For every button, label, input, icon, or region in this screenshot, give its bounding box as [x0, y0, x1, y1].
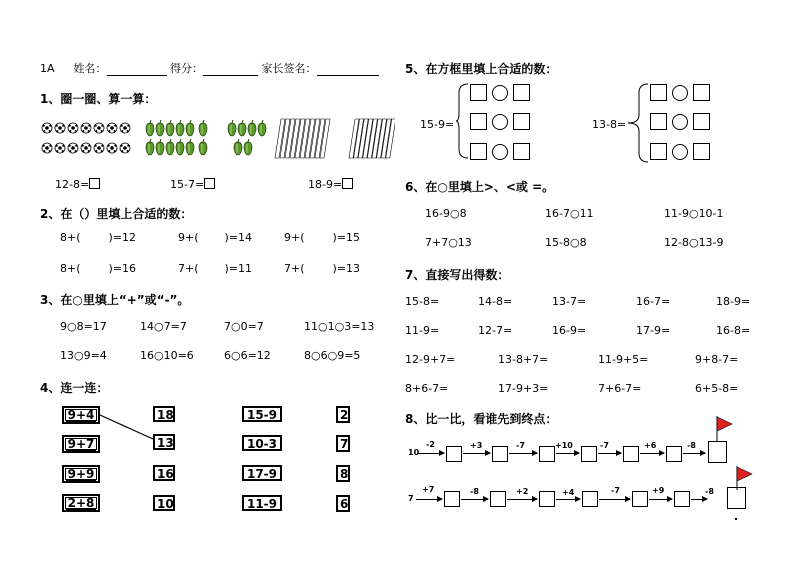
q5-eq-2: 13-8= [592, 118, 627, 131]
op-label: -2 [426, 440, 435, 449]
q6-item: 11-9○10-1 [664, 207, 724, 220]
q6-item: 15-8○8 [545, 236, 587, 249]
match-card-mid[interactable]: 10 [153, 495, 175, 511]
answer-box[interactable] [623, 446, 639, 462]
start-number: 10 [408, 448, 420, 457]
q3-item: 11○1○3=13 [304, 320, 375, 333]
q3-item: 8○6○9=5 [304, 349, 361, 362]
answer-box[interactable] [470, 143, 487, 160]
match-card-right[interactable]: 11-9 [242, 495, 282, 511]
op-label: +3 [470, 441, 483, 450]
score-label: 得分： [170, 62, 204, 75]
q7-item: 11-9= [405, 324, 440, 337]
arrow [507, 499, 537, 500]
red-flag-icon [714, 415, 736, 443]
answer-box[interactable] [693, 113, 710, 130]
answer-box[interactable] [693, 143, 710, 160]
op-label: +4 [562, 488, 575, 497]
op-circle[interactable] [492, 85, 508, 101]
q7-item: 16-7= [636, 295, 671, 308]
match-card-far[interactable]: 7 [336, 435, 350, 452]
q7-item: 16-9= [552, 324, 587, 337]
answer-box[interactable] [539, 491, 555, 507]
q6-item: 7+7○13 [425, 236, 472, 249]
answer-box[interactable] [513, 143, 530, 160]
answer-box[interactable] [444, 491, 460, 507]
q3-item: 9○8=17 [60, 320, 107, 333]
dot-mark [735, 518, 737, 520]
q6-item: 16-7○11 [545, 207, 594, 220]
answer-box[interactable] [632, 491, 648, 507]
answer-box[interactable] [650, 143, 667, 160]
match-card-far[interactable]: 8 [336, 465, 350, 482]
q5-eq-1: 15-9= [420, 118, 455, 131]
q7-item: 11-9+5= [598, 353, 649, 366]
q3-item: 6○6=12 [224, 349, 271, 362]
q6-item: 16-9○8 [425, 207, 467, 220]
arrow [649, 499, 672, 500]
q7-item: 13-8+7= [498, 353, 549, 366]
match-card-mid[interactable]: 13 [153, 434, 175, 450]
answer-box[interactable] [650, 113, 667, 130]
sign-label: 家长签名： [261, 62, 317, 75]
q7-title: 7、直接写出得数： [405, 268, 510, 282]
q5-row [650, 143, 710, 164]
answer-box[interactable] [470, 113, 487, 130]
op-label: -8 [687, 441, 696, 450]
q2-item: 7+( )=11 [178, 262, 253, 275]
match-card-left[interactable]: 9+7 [62, 435, 100, 453]
q7-item: 16-8= [716, 324, 751, 337]
q7-item: 17-9+3= [498, 382, 549, 395]
q1-eq-3: 18-9= [308, 178, 353, 191]
start-number: 7 [408, 494, 414, 503]
q7-item: 13-7= [552, 295, 587, 308]
q7-item: 8+6-7= [405, 382, 449, 395]
arrow [691, 499, 707, 500]
op-label: +7 [422, 485, 435, 494]
answer-box[interactable] [693, 84, 710, 101]
q5-row [650, 113, 710, 134]
q7-item: 12-7= [478, 324, 513, 337]
q5-title: 5、在方框里填上合适的数： [405, 62, 558, 76]
arrow [463, 453, 490, 454]
q7-item: 17-9= [636, 324, 671, 337]
match-card-mid[interactable]: 18 [153, 406, 175, 422]
answer-box[interactable] [539, 446, 555, 462]
q5-row [470, 84, 530, 105]
op-label: -7 [611, 486, 620, 495]
op-label: -8 [470, 487, 479, 496]
op-label: -7 [600, 441, 609, 450]
arrow [683, 453, 705, 454]
finish-box[interactable] [708, 441, 727, 463]
match-card-far[interactable]: 6 [336, 495, 350, 512]
q4-title: 4、连一连： [40, 381, 109, 395]
q2-item: 7+( )=13 [284, 262, 361, 275]
q7-item: 7+6-7= [598, 382, 642, 395]
arrow [418, 453, 444, 454]
answer-box[interactable] [513, 113, 530, 130]
op-label: +10 [555, 441, 573, 450]
q2-item: 9+( )=14 [178, 231, 253, 244]
arrow [461, 499, 488, 500]
q3-title: 3、在○里填上“+”或“-”。 [40, 293, 190, 307]
op-label: +2 [516, 487, 529, 496]
q3-item: 13○9=4 [60, 349, 107, 362]
red-flag-icon [734, 465, 756, 491]
sheet-code: 1A [40, 62, 55, 75]
op-circle[interactable] [672, 144, 688, 160]
op-label: -8 [705, 487, 714, 496]
arrow [598, 453, 621, 454]
arrow [599, 499, 630, 500]
q7-item: 18-9= [716, 295, 751, 308]
op-circle[interactable] [672, 85, 688, 101]
q7-item: 9+8-7= [695, 353, 739, 366]
arrow [556, 499, 580, 500]
q3-item: 7○0=7 [224, 320, 264, 333]
arrow [416, 499, 442, 500]
match-card-left[interactable]: 9+9 [62, 465, 100, 483]
q5-row [650, 84, 710, 105]
op-circle[interactable] [492, 144, 508, 160]
answer-box[interactable] [582, 491, 598, 507]
arrow [556, 453, 579, 454]
match-card-left[interactable]: 2+8 [62, 494, 100, 512]
q2-item: 9+( )=15 [284, 231, 361, 244]
q3-item: 14○7=7 [140, 320, 187, 333]
match-card-far[interactable]: 2 [336, 406, 350, 423]
q1-eq-1: 12-8= [55, 178, 100, 191]
q2-title: 2、在（）里填上合适的数： [40, 207, 193, 221]
op-label: +6 [644, 441, 657, 450]
match-card-right[interactable]: 15-9 [242, 406, 282, 422]
answer-box[interactable] [470, 84, 487, 101]
left-brace [455, 83, 469, 159]
answer-box[interactable] [490, 491, 506, 507]
op-label: +9 [652, 486, 665, 495]
answer-box[interactable] [674, 491, 690, 507]
op-label: -7 [516, 441, 525, 450]
q6-title: 6、在○里填上>、<或 =。 [405, 180, 555, 194]
q3-item: 16○10=6 [140, 349, 194, 362]
q5-row [470, 143, 530, 164]
q5-row [470, 113, 530, 134]
name-label: 姓名： [73, 62, 107, 75]
q6-item: 12-8○13-9 [664, 236, 724, 249]
q7-item: 6+5-8= [695, 382, 739, 395]
q8-title: 8、比一比，看谁先到终点： [405, 412, 558, 426]
q1-title: 1、圈一圈、算一算： [40, 92, 157, 106]
q7-item: 12-9+7= [405, 353, 456, 366]
answer-box[interactable] [581, 446, 597, 462]
match-card-mid[interactable]: 16 [153, 465, 175, 481]
answer-box[interactable] [650, 84, 667, 101]
op-circle[interactable] [672, 114, 688, 130]
answer-box[interactable] [666, 446, 682, 462]
match-card-right[interactable]: 10-3 [242, 435, 282, 451]
match-card-right[interactable]: 17-9 [242, 465, 282, 481]
q2-item: 8+( )=16 [60, 262, 137, 275]
q1-eq-2: 15-7= [170, 178, 215, 191]
answer-box[interactable] [492, 446, 508, 462]
arrow [509, 453, 537, 454]
answer-box[interactable] [446, 446, 462, 462]
op-circle[interactable] [492, 114, 508, 130]
q7-item: 15-8= [405, 295, 440, 308]
arrow [640, 453, 664, 454]
left-brace [627, 83, 649, 163]
q2-item: 8+( )=12 [60, 231, 137, 244]
match-card-left[interactable]: 9+4 [62, 406, 100, 424]
answer-box[interactable] [513, 84, 530, 101]
q7-item: 14-8= [478, 295, 513, 308]
